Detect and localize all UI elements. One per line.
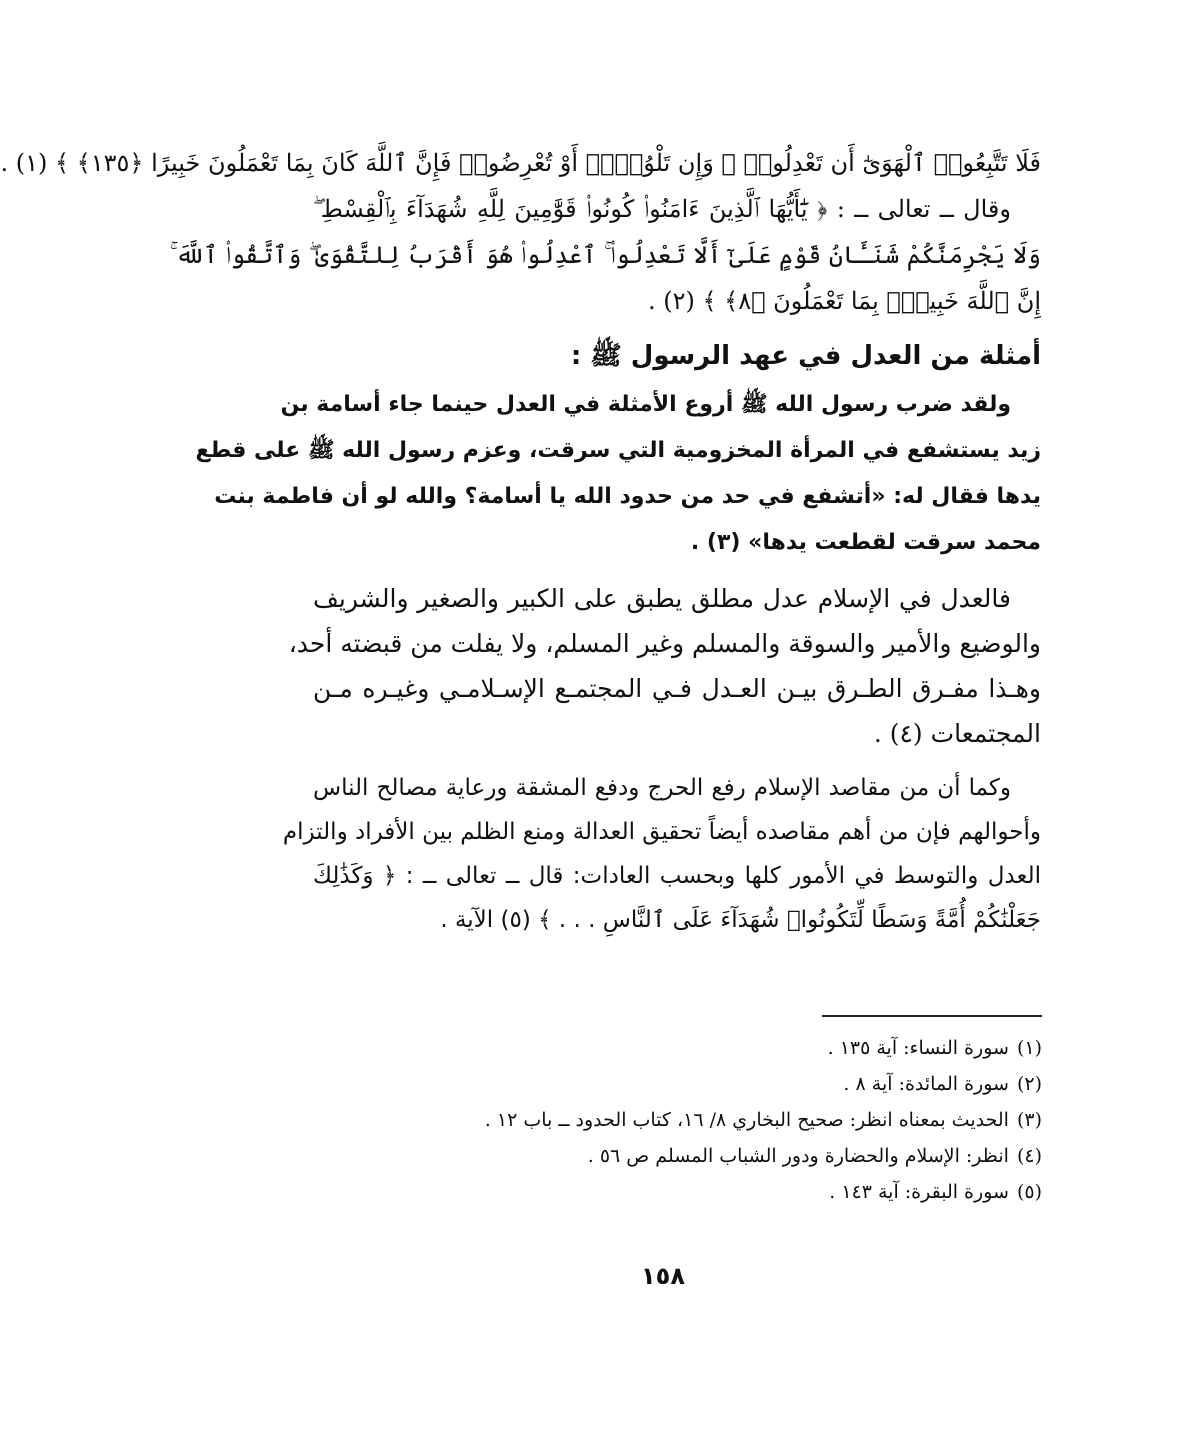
paragraph-line: زيد يستشفع في المرأة المخزومية التي سرقت، وعزم رسول الله ﷺ على قطع (195, 438, 1041, 463)
footnote-text: الحديث بمعناه انظر: صحيح البخاري ٨/ ١٦، كتاب الحدود ــ باب ١٢ . (484, 1109, 1009, 1131)
section-heading: أمثلة من العدل في عهد الرسول ﷺ : (570, 341, 1041, 371)
footnote-number: (٣) (1016, 1109, 1042, 1131)
footnote-text: سورة البقرة: آية ١٤٣ . (829, 1181, 1009, 1203)
footnote-number: (٥) (1016, 1181, 1042, 1203)
page-number: ١٥٨ (641, 1262, 685, 1290)
paragraph-3 (282, 766, 1041, 942)
footnotes (342, 1030, 1042, 1210)
paragraph-line: المجتمعات (٤) . (873, 719, 1041, 748)
paragraph-line: ولقد ضرب رسول الله ﷺ أروع الأمثلة في العدل حينما جاء أسامة بن (280, 392, 1011, 417)
quran-line: فَلَا تَتَّبِعُوا۟ ٱلْهَوَىٰٓ أَن تَعْدِلُوا۟ ۚ وَإِن تَلْوُۥٓا۟ أَوْ تُعْرِضُوا۟ فَإِنَّ ٱللَّهَ كَانَ بِمَا تَعْمَلُونَ خَبِيرًا ﴿١٣٥﴾ ﴾ (١) . (0, 149, 1041, 177)
quran-line: وقال ــ تعالى ــ : ﴿ يَٰٓأَيُّهَا ٱلَّذِينَ ءَامَنُوا۟ كُونُوا۟ قَوَّٰمِينَ لِلَّهِ شُهَدَآءَ بِٱلْقِسْطِ ۖ (313, 195, 1011, 223)
paragraph-line: والوضيع والأمير والسوقة والمسلم وغير المسلم، ولا يفلت من قبضته أحد، (288, 629, 1041, 658)
footnote-divider (822, 1015, 1042, 1017)
footnote-3 (342, 1102, 1042, 1138)
footnote-1 (342, 1030, 1042, 1066)
footnote-4 (342, 1138, 1042, 1174)
footnote-text: سورة المائدة: آية ٨ . (843, 1073, 1009, 1095)
paragraph-line: وهـذا مفـرق الطـرق بيـن العـدل فـي المجتمـع الإسـلامـي وغيـره مـن (313, 674, 1042, 703)
paragraph-2 (288, 576, 1042, 756)
footnote-5 (342, 1174, 1042, 1210)
paragraph-line: فالعدل في الإسلام عدل مطلق يطبق على الكبير والصغير والشريف (313, 584, 1011, 613)
footnote-number: (١) (1016, 1037, 1042, 1059)
footnote-number: (٢) (1016, 1073, 1042, 1095)
paragraph-line: جَعَلْنَٰكُمْ أُمَّةً وَسَطًا لِّتَكُونُوا۟ شُهَدَآءَ عَلَى ٱلنَّاسِ . . . ﴾ (٥) الآية . (440, 907, 1041, 933)
quran-block (0, 140, 1041, 324)
paragraph-line: محمد سرقت لقطعت يدها» (٣) . (690, 530, 1041, 555)
footnote-number: (٤) (1016, 1145, 1042, 1167)
quran-line: وَلَا يَجْرِمَنَّكُمْ شَنَـَٔانُ قَوْمٍ عَلَىٰٓ أَلَّا تَعْدِلُوا۟ ۚ ٱعْدِلُوا۟ هُوَ أَقْرَبُ لِلتَّقْوَىٰ ۖ وَٱتَّقُوا۟ ٱللَّهَ ۚ (169, 241, 1041, 269)
footnote-2 (342, 1066, 1042, 1102)
footnote-text: انظر: الإسلام والحضارة ودور الشباب المسلم ص ٥٦ . (587, 1145, 1009, 1167)
page-body (0, 140, 1042, 942)
paragraph-line: العدل والتوسط في الأمور كلها وبحسب العادات: قال ــ تعالى ــ : ﴿ وَكَذَٰلِكَ (313, 863, 1041, 889)
paragraph-line: يدها فقال له: «أتشفع في حد من حدود الله يا أسامة؟ والله لو أن فاطمة بنت (214, 484, 1041, 509)
paragraph-line: وأحوالهم فإن من أهم مقاصده أيضاً تحقيق العدالة ومنع الظلم بين الأفراد والتزام (282, 819, 1041, 845)
quran-line: إِنَّ ٱللَّهَ خَبِيرٌۢ بِمَا تَعْمَلُونَ ﴿٨﴾ ﴾ (٢) . (647, 287, 1041, 315)
paragraph-line: وكما أن من مقاصد الإسلام رفع الحرج ودفع المشقة ورعاية مصالح الناس (313, 775, 1011, 801)
paragraph-1 (195, 382, 1041, 566)
footnote-text: سورة النساء: آية ١٣٥ . (827, 1037, 1009, 1059)
